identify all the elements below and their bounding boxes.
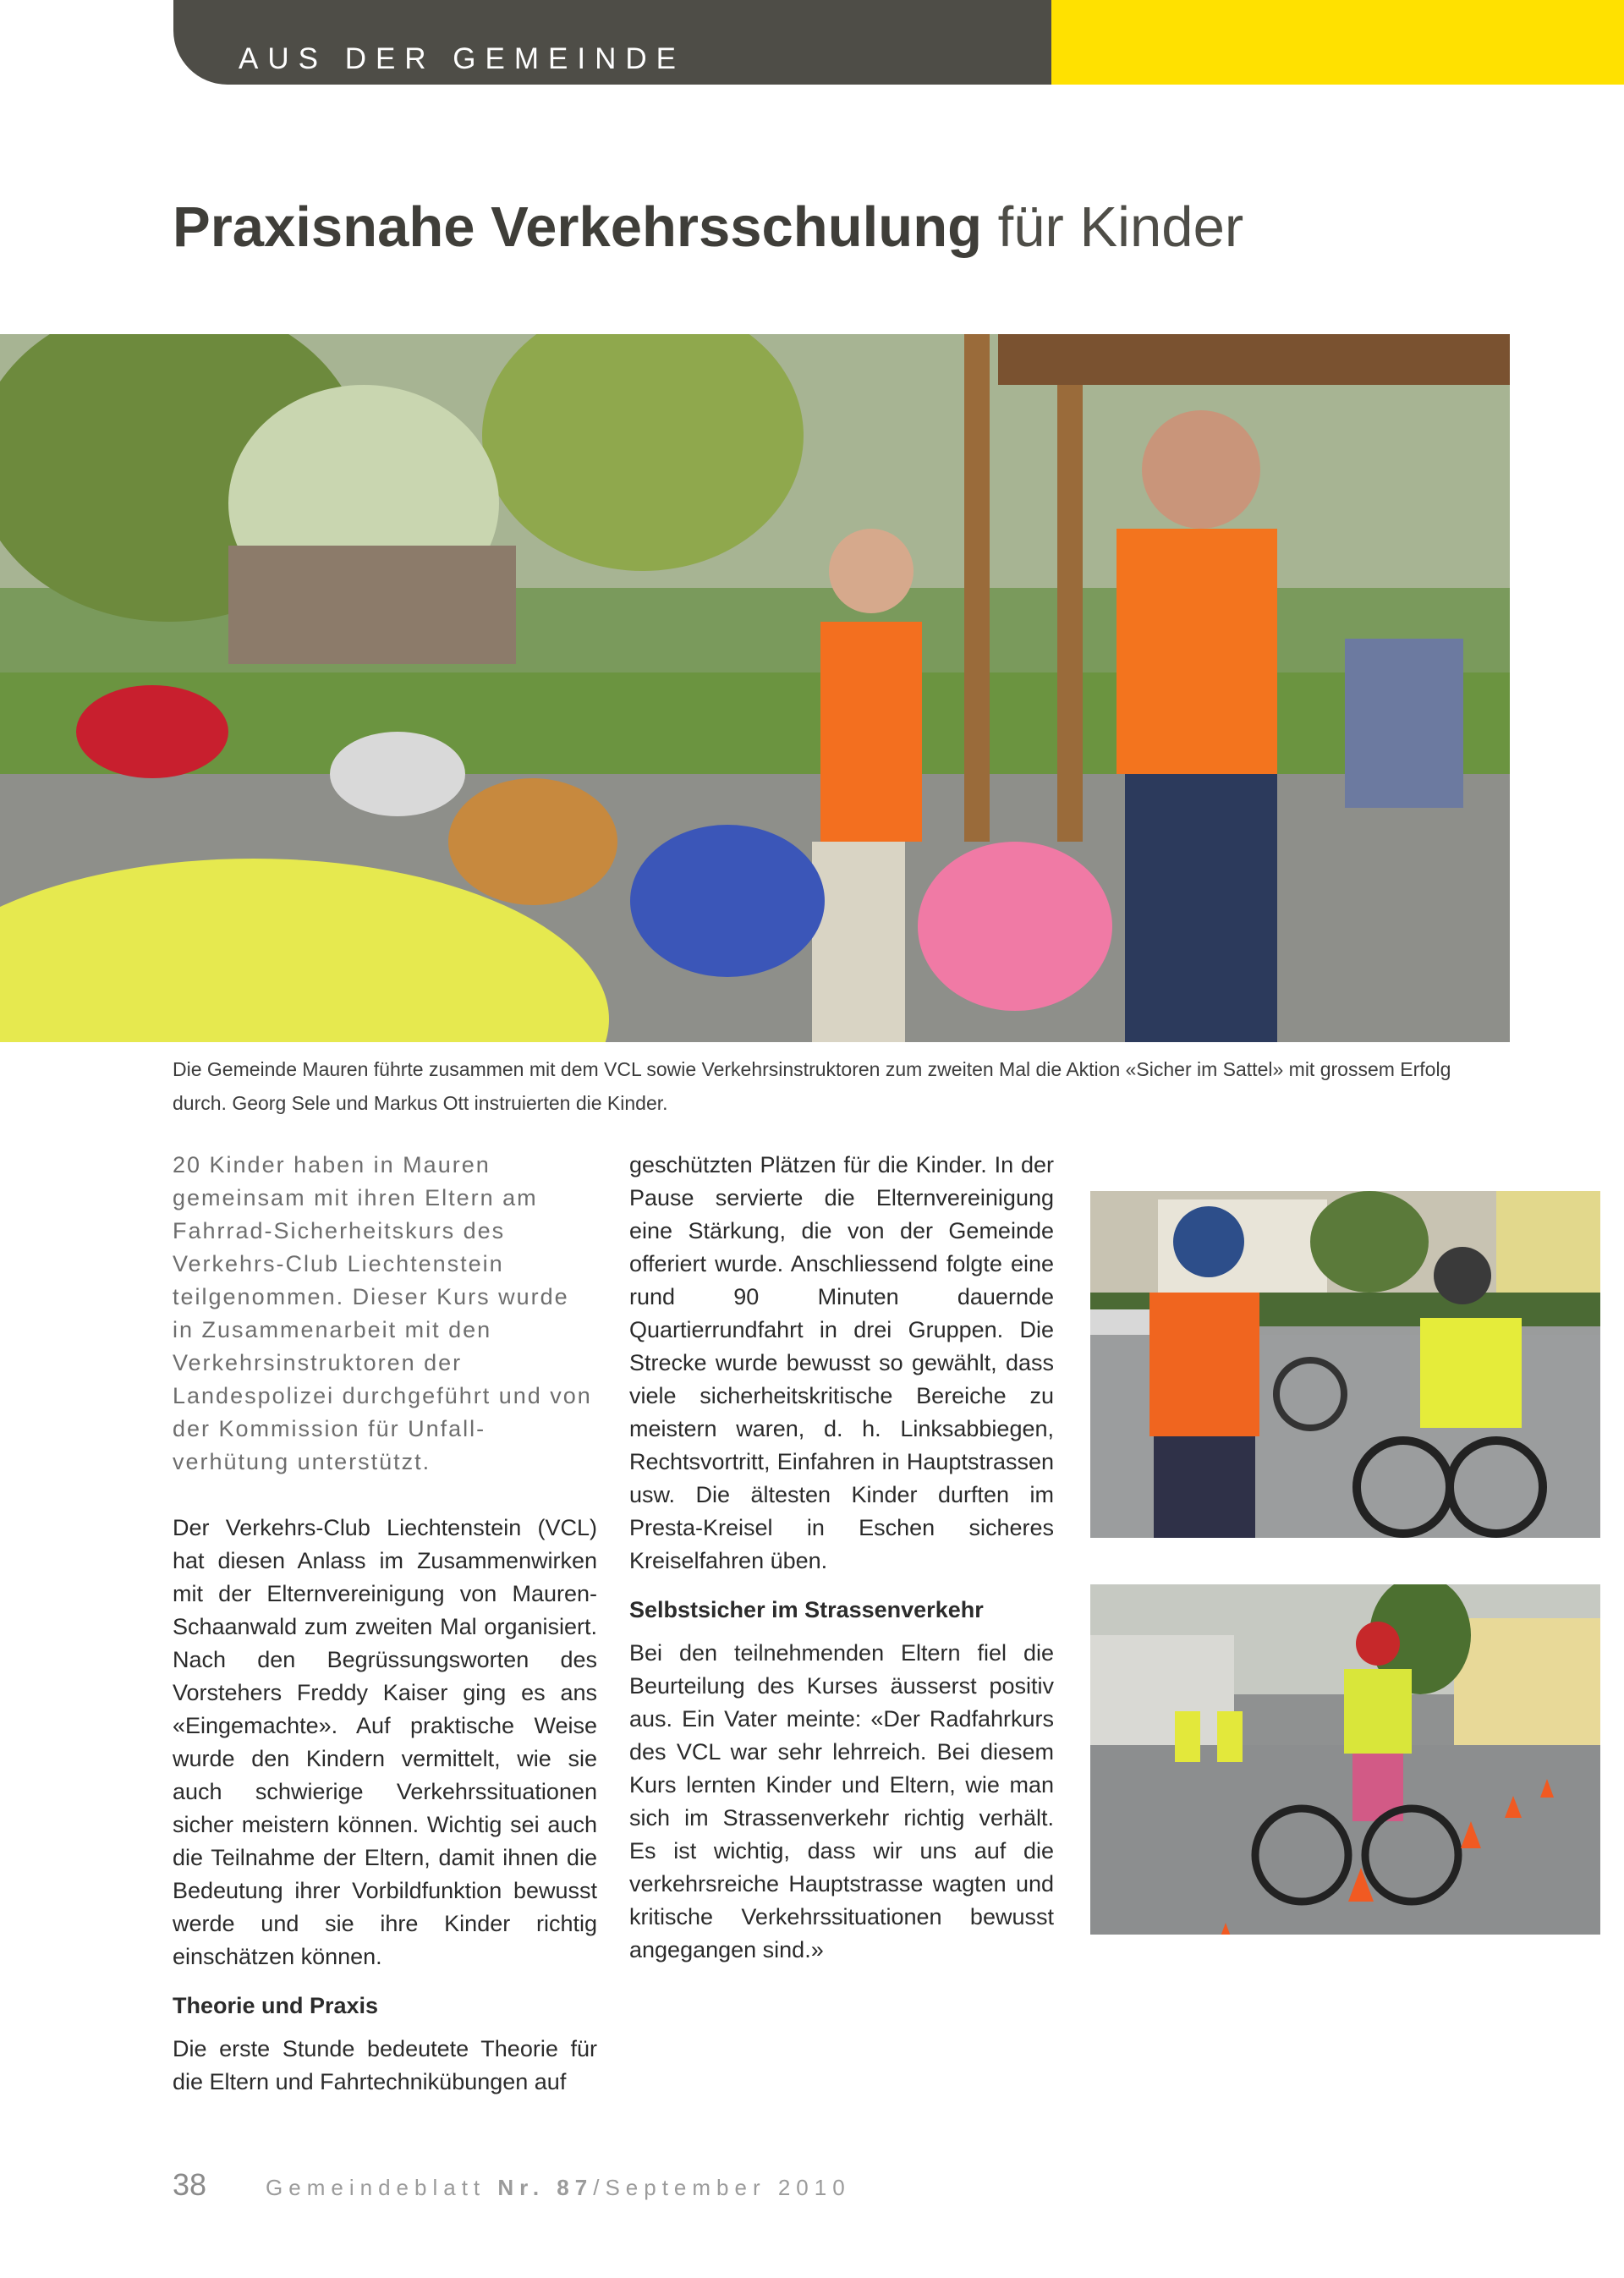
page-number: 38 (173, 2167, 207, 2202)
article-paragraph: geschützten Plätzen für die Kinder. In der Pause servierte die Elternvereinigung eine Stärkung, die von der Gemeinde offeriert wurde. Anschliessend folgte eine rund 90 Minuten dauernde Quartierrundfahrt in drei Gruppen. Die Strecke wurde bewusst so gewählt, dass viele sicherheitskritische Bereiche zu meistern waren, d. h. Linksabbiegen, Rechtsvortritt, Einfahren in Hauptstrassen usw. Die ältesten Kinder durften im Presta-Kreisel in Eschen sicheres Kreiselfahren üben. (629, 1152, 1054, 1573)
footer (173, 2167, 851, 2203)
article-column-1 (173, 1149, 597, 2099)
issue-date: /September 2010 (593, 2175, 851, 2200)
page-title (173, 195, 1243, 260)
article-lead: 20 Kinder haben in Mauren gemeinsam mit ihren Eltern am Fahrrad-Sicherheitskurs des Verkehrs-Club Liechtenstein teilgenommen. Dieser Kurs wurde in Zusammenarbeit mit den Verkehrsinstruktoren der Landespolizei durchgeführt und von der Kommission für Unfall-verhütung unterstützt. (173, 1152, 592, 1474)
photo-caption: Die Gemeinde Mauren führte zusammen mit dem VCL sowie Verkehrsinstruktoren zum zweiten Mal die Aktion «Sicher im Sattel» mit grossem Erfolg durch. Georg Sele und Markus Ott instruierten die Kinder. (173, 1058, 1451, 1114)
article-paragraph: Bei den teilnehmenden Eltern fiel die Beurteilung des Kurses äusserst positiv aus. Ein Vater meinte: «Der Radfahrkurs des VCL war sehr lehrreich. Bei diesem Kurs lernten Kinder und Eltern, wie man sich im Strassenverkehr richtig verhält. Es ist wichtig, dass wir uns auf die verkehrsreiche Hauptstrasse wagten und kritische Verkehrssituationen bewusst angegangen sind.» (629, 1640, 1054, 1962)
publication-name: Gemeindeblatt (266, 2175, 486, 2200)
article-paragraph: Die erste Stunde bedeutete Theorie für die Eltern und Fahrtechnikübungen auf (173, 2036, 597, 2094)
title-bold: Praxisnahe Verkehrsschulung (173, 195, 983, 259)
section-label: AUS DER GEMEINDE (239, 42, 685, 75)
section-heading: Selbstsicher im Strassenverkehr (629, 1597, 984, 1622)
side-photo-bottom (1090, 1584, 1600, 1935)
issue-number: Nr. 87 (497, 2175, 594, 2200)
main-photo (0, 334, 1510, 1042)
title-regular: für Kinder (997, 195, 1244, 259)
article-column-2 (629, 1149, 1054, 1967)
section-heading: Theorie und Praxis (173, 1993, 379, 2018)
article-paragraph: Der Verkehrs-Club Liechtenstein (VCL) hat diesen Anlass im Zusammenwirken mit der Elternvereinigung von Mauren-Schaanwald zum zweiten Mal organisiert. Nach den Begrüssungsworten des Vorstehers Freddy Kaiser ging es ans «Eingemachte». Auf praktische Weise wurde den Kindern vermittelt, wie sie auch schwierige Verkehrssituationen sicher meistern können. Wichtig sei auch die Teilnahme der Eltern, damit ihnen die Bedeutung ihrer Vorbildfunktion bewusst werde und sie ihre Kinder richtig einschätzen können. (173, 1515, 597, 1969)
header-accent-block (1051, 0, 1624, 85)
side-photo-top (1090, 1191, 1600, 1538)
